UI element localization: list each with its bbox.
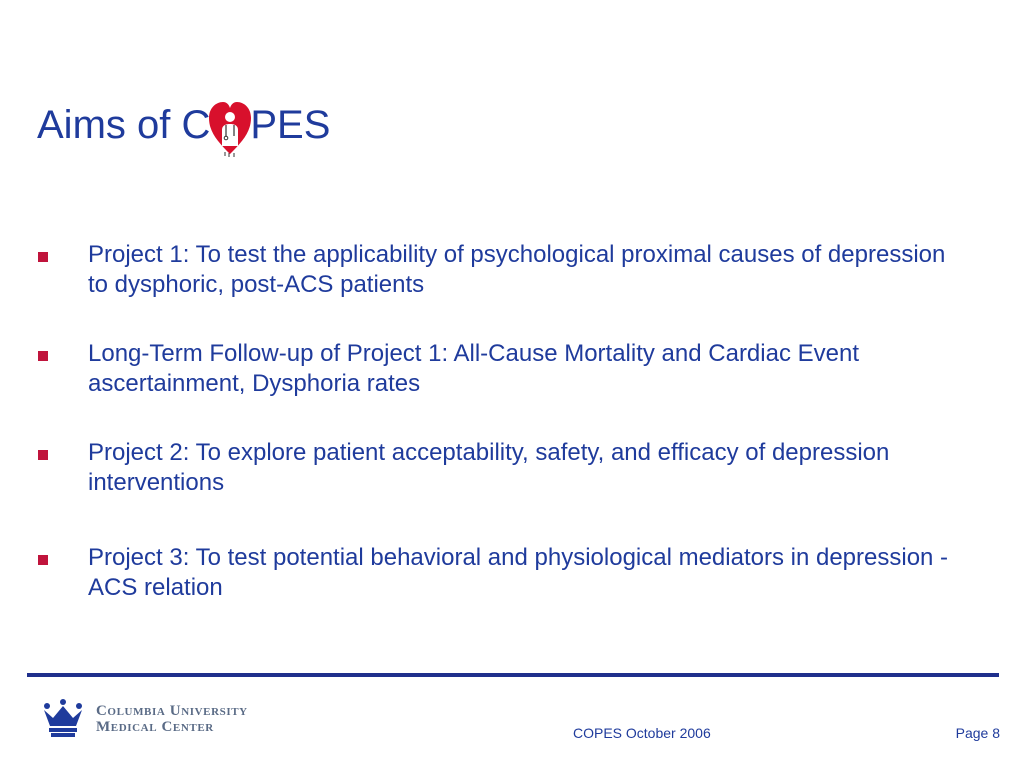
columbia-logo: [40, 698, 248, 740]
logo-line-2: Medical Center: [96, 719, 214, 735]
bullet-item: [38, 339, 988, 399]
square-bullet-icon: [38, 252, 48, 262]
bullet-text: Project 1: To test the applicability of psychological proximal causes of depression to dysphoric, post-ACS patients: [88, 241, 946, 298]
square-bullet-icon: [38, 351, 48, 361]
footer-divider: [27, 673, 999, 677]
bullet-text: Project 3: To test potential behavioral and physiological mediators in depression - ACS relation: [88, 544, 949, 601]
bullet-item: [38, 543, 988, 603]
slide-title: [37, 96, 330, 154]
logo-line-1: Columbia University: [96, 703, 248, 719]
title-suffix: PES: [250, 103, 331, 147]
bullet-item: [38, 438, 988, 498]
title-prefix: Aims of C: [37, 103, 211, 147]
page-number: Page 8: [955, 725, 1000, 741]
square-bullet-icon: [38, 450, 48, 460]
heart-doctor-icon: [208, 100, 252, 158]
crown-icon: [40, 698, 86, 740]
bullet-item: [38, 240, 988, 300]
bullet-text: Long-Term Follow-up of Project 1: All-Cause Mortality and Cardiac Event ascertainment, Dysphoria rates: [88, 340, 859, 397]
footer-center-text: COPES October 2006: [573, 725, 711, 741]
bullet-text: Project 2: To explore patient acceptability, safety, and efficacy of depression interventions: [88, 439, 890, 496]
logo-text: [96, 703, 248, 735]
square-bullet-icon: [38, 555, 48, 565]
